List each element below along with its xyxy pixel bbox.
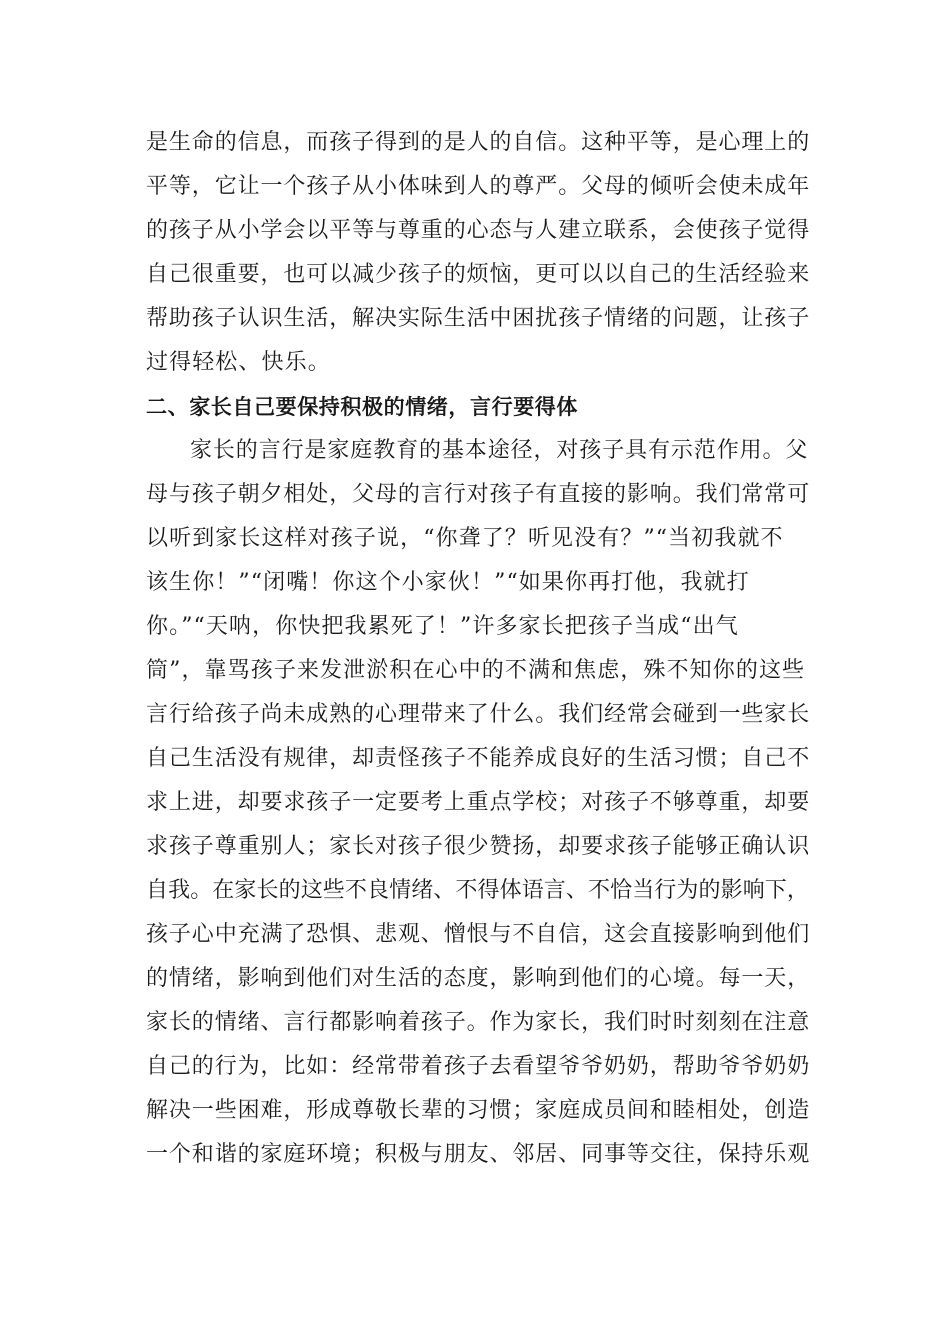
paragraph-line: 自己生活没有规律，却责怪孩子不能养成良好的生活习惯；自己不 [146, 746, 811, 771]
paragraph-line: 平等，它让一个孩子从小体味到人的尊严。父母的倾听会使未成年 [146, 174, 811, 199]
paragraph-line: 孩子心中充满了恐惧、悲观、憎恨与不自信，这会直接影响到他们 [146, 922, 811, 947]
paragraph-line: 自己很重要，也可以减少孩子的烦恼，更可以以自己的生活经验来 [146, 262, 811, 287]
paragraph-line: 的情绪，影响到他们对生活的态度，影响到他们的心境。每一天， [146, 966, 811, 991]
paragraph-line: 求孩子尊重别人；家长对孩子很少赞扬，却要求孩子能够正确认识 [146, 834, 811, 859]
paragraph-line: 过得轻松、快乐。 [146, 350, 331, 375]
paragraph-line: 言行给孩子尚未成熟的心理带来了什么。我们经常会碰到一些家长 [146, 702, 811, 727]
paragraph-line: 母与孩子朝夕相处，父母的言行对孩子有直接的影响。我们常常可 [146, 482, 811, 507]
paragraph-line: 自己的行为，比如：经常带着孩子去看望爷爷奶奶，帮助爷爷奶奶 [146, 1054, 811, 1079]
paragraph-line: 自我。在家长的这些不良情绪、不得体语言、不恰当行为的影响下， [146, 878, 810, 903]
paragraph-line: 解决一些困难，形成尊敬长辈的习惯；家庭成员间和睦相处，创造 [146, 1098, 811, 1123]
paragraph-line: 筒”，靠骂孩子来发泄淤积在心中的不满和焦虑，殊不知你的这些 [146, 658, 806, 683]
paragraph-line: 你。”“天呐，你快把我累死了！”许多家长把孩子当成“出气 [146, 614, 739, 639]
paragraph-line: 一个和谐的家庭环境；积极与朋友、邻居、同事等交往，保持乐观 [146, 1142, 811, 1167]
paragraph-line: 以听到家长这样对孩子说，“你聋了？听见没有？”“当初我就不 [146, 526, 784, 551]
paragraph-line: 家长的言行是家庭教育的基本途径，对孩子具有示范作用。父 [190, 438, 809, 463]
section-heading: 二、家长自己要保持积极的情绪，言行要得体 [146, 395, 578, 419]
paragraph-line: 是生命的信息，而孩子得到的是人的自信。这种平等，是心理上的 [146, 130, 811, 155]
paragraph-line: 帮助孩子认识生活，解决实际生活中困扰孩子情绪的问题，让孩子 [146, 306, 811, 331]
paragraph-line: 求上进，却要求孩子一定要考上重点学校；对孩子不够尊重，却要 [146, 790, 811, 815]
paragraph-line: 的孩子从小学会以平等与尊重的心态与人建立联系，会使孩子觉得 [146, 218, 811, 243]
paragraph-line: 家长的情绪、言行都影响着孩子。作为家长，我们时时刻刻在注意 [146, 1010, 811, 1035]
paragraph-line: 该生你！”“闭嘴！你这个小家伙！”“如果你再打他，我就打 [146, 570, 750, 595]
